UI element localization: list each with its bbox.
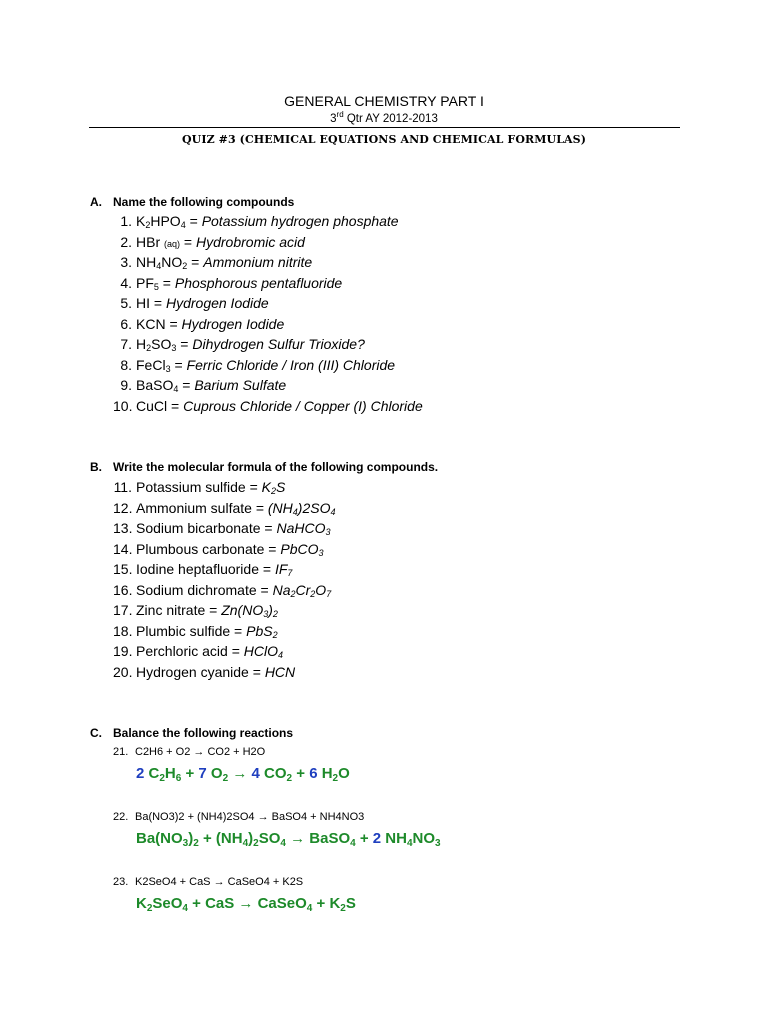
list-item [113,500,336,517]
section-letter: B. [90,460,102,474]
list-item [113,664,295,680]
formula-answer: $IF_7$ [274,561,293,578]
balanced-equation: $K_2SeO_4$ + CaS → CaSeO$_4$ + $K_2S$ [136,895,356,914]
section-heading-text: Write the molecular formula of the following compounds. [113,460,439,474]
list-item [113,377,286,394]
item-number: 20. [113,663,133,680]
compound-name-answer: Hydrogen Iodide [181,315,285,332]
compound-name-answer: Potassium hydrogen phosphate [201,213,399,229]
list-item [113,561,292,578]
item-number: 8. [120,356,132,373]
list-item [113,541,324,558]
formula-answer: $Zn(NO_3)_2$ [221,602,278,619]
item-number: 17. [113,602,133,618]
item-number: 12. [113,499,133,516]
formula-answer: HClO$_4$ [243,643,284,660]
section-c-heading [90,726,293,740]
item-number: 6. [120,315,132,332]
compound-name: Plumbic sulfide = [136,622,247,639]
list-item [113,213,399,230]
item-number: 5. [120,295,132,311]
list-item [113,520,331,537]
compound-name-answer: Barium Sulfate [194,377,287,393]
compound-name-answer: Ferric Chloride / Iron (III) Chloride [186,356,396,373]
balanced-equation: $Ba(NO_3)_2 + (NH_4)_2SO_4$ → BaSO$_4$ + 2 $NH_4NO_3$ [136,830,441,849]
item-number: 7. [120,336,132,352]
item-number: 15. [113,561,133,577]
compound-name: Sodium dichromate = [136,581,273,598]
reaction-unbalanced [113,876,303,888]
item-number: 23. [113,876,129,888]
header-divider [89,127,680,128]
list-item [113,582,331,599]
compound-name: Zinc nitrate = [136,602,222,618]
item-number: 9. [120,377,132,393]
list-item [113,234,305,250]
compound-name-answer: Hydrobromic acid [195,233,305,250]
compound-formula: CuCl = [136,397,184,414]
item-number: 13. [113,520,133,536]
item-number: 22. [113,811,129,823]
compound-formula: HI = [136,295,166,311]
section-b-heading [90,460,438,474]
formula-answer: $K_2S$ [261,479,286,496]
section-a-heading [90,195,294,209]
compound-name-answer: Hydrogen Iodide [165,295,269,311]
item-number: 1. [120,213,132,229]
section-letter: C. [90,726,102,740]
compound-name: Ammonium sulfate = [136,499,268,516]
subtitle-ordinal: 3 [330,112,337,125]
section-heading-text: Name the following compounds [113,195,295,209]
unbalanced-equation: K2SeO4 + CaS → CaSeO4 + K2S [135,876,304,888]
list-item [113,275,342,292]
page-subtitle [0,110,768,125]
item-number: 10. [113,397,133,414]
list-item [113,623,278,640]
unbalanced-equation: Ba(NO3)2 + (NH4)2SO4 → BaSO4 + NH4NO3 [135,811,365,823]
item-number: 19. [113,643,133,659]
compound-name: Perchloric acid = [136,643,244,659]
compound-formula: HBr (aq) = [136,233,196,250]
compound-formula: $NH_4NO_2$ = [136,254,204,271]
subtitle-superscript: rd [336,110,344,119]
unbalanced-equation: C2H6 + O2 → CO2 + H2O [135,746,266,758]
quiz-title: QUIZ #3 (CHEMICAL EQUATIONS AND CHEMICAL FORMULAS) [181,133,587,146]
formula-answer: HCN [264,663,296,680]
list-item [113,602,278,619]
balanced-equation: 2 $C_2H_6 + 7$ $O_2 \to 4$ $CO_2 + 6$ $H_2O$ [136,765,350,784]
compound-formula: $K_2HPO_4$ = [136,213,202,230]
compound-formula: $H_2SO_3$ = [136,336,193,353]
item-number: 2. [120,233,132,250]
list-item [113,357,395,374]
item-number: 21. [113,746,129,758]
item-number: 14. [113,540,133,557]
item-number: 3. [120,254,132,270]
page-title: GENERAL CHEMISTRY PART I [284,93,484,109]
reaction-unbalanced [113,811,364,823]
compound-formula: KCN = [136,315,182,332]
section-heading-text: Balance the following reactions [113,726,294,740]
item-number: 11. [113,479,132,495]
compound-formula: $PF_5$ = [136,274,175,292]
compound-formula: FeCl$_3$ = [136,356,187,374]
compound-name: Iodine heptafluoride = [136,561,275,577]
compound-name: Hydrogen cyanide = [136,663,265,680]
formula-answer: PbCO$_3$ [280,540,324,558]
list-item [113,316,284,332]
item-number: 18. [113,622,133,639]
formula-answer: $Na_2Cr_2O_7$ [272,581,332,599]
list-item [113,336,365,353]
list-item [113,643,283,660]
list-item [113,398,423,414]
compound-name: Plumbous carbonate = [136,540,281,557]
formula-answer: NaHCO$_3$ [276,520,331,537]
compound-name-answer: Phosphorous pentafluoride [174,274,343,291]
compound-name-answer: Cuprous Chloride / Copper (I) Chloride [183,397,423,414]
formula-answer: $(NH_4)2SO_4$ [267,499,336,517]
compound-name-answer: Dihydrogen Sulfur Trioxide? [192,336,365,352]
item-number: 4. [120,274,132,291]
reaction-unbalanced [113,746,265,758]
list-item [113,295,269,311]
item-number: 16. [113,581,133,598]
compound-name-answer: Ammonium nitrite [203,254,313,270]
compound-name: Sodium bicarbonate = [136,520,277,536]
list-item [113,254,312,271]
compound-formula: BaSO$_4$ = [136,377,195,394]
section-letter: A. [90,195,102,209]
formula-answer: PbS$_2$ [246,622,278,640]
compound-name: Potassium sulfide = [136,479,262,495]
list-item [113,479,285,496]
subtitle-rest: Qtr AY 2012-2013 [343,112,438,125]
